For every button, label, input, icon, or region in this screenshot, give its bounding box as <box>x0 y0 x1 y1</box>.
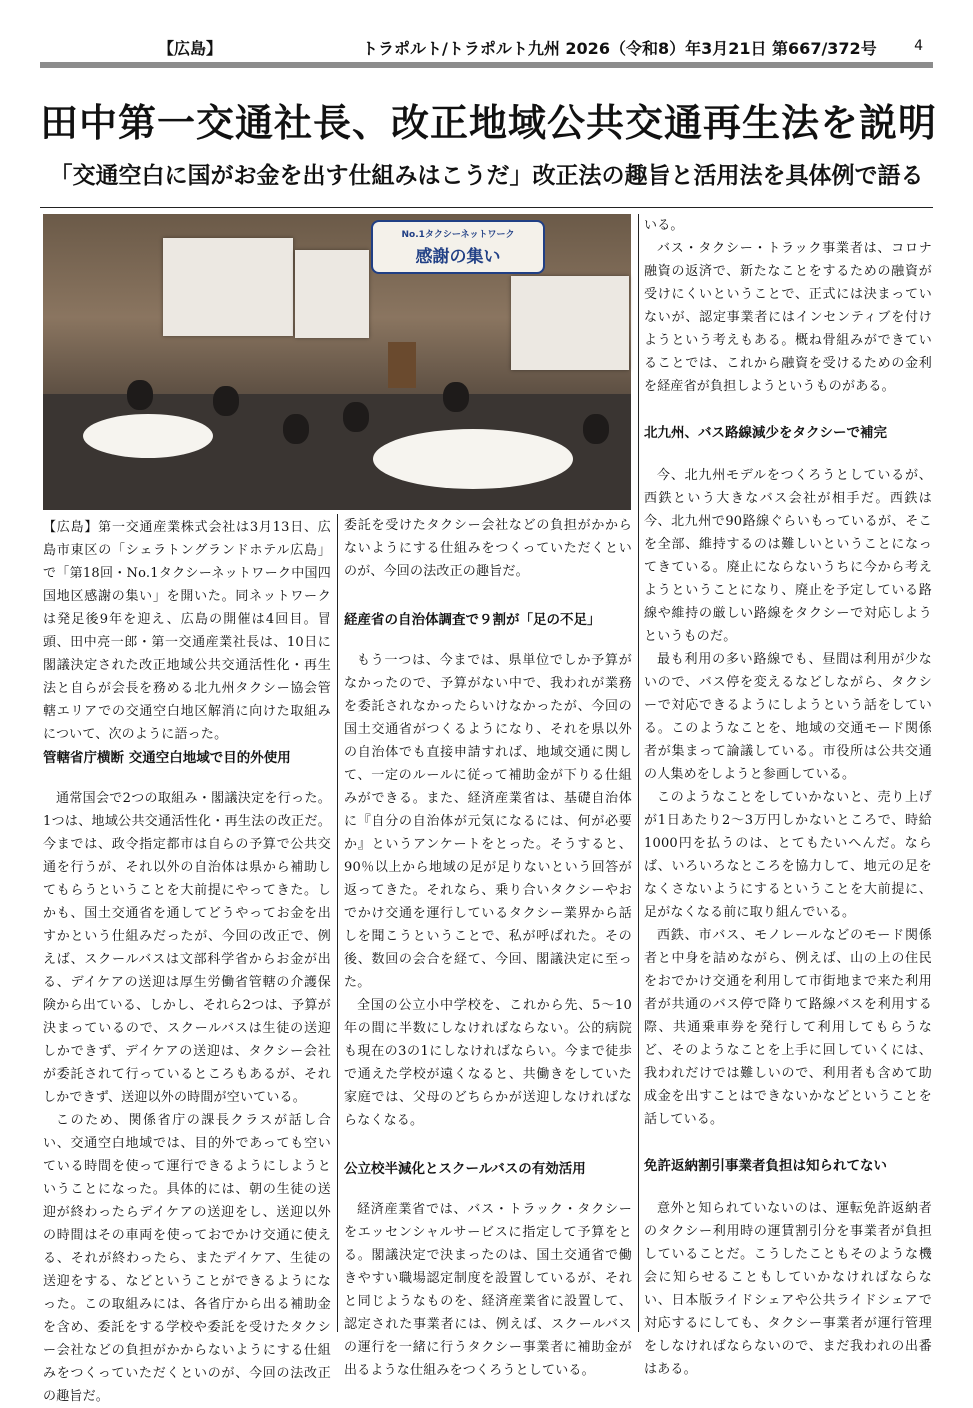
body-paragraph: このようなことをしていかないと、売り上げが1日あたり2～3万円しかないところで、時給1000円を払うのは、とてもたいへんだ。ならば、いろいろなところを協力して、地元の足をなくさないようにするということを大前提に、足がなくなる前に取り組んでいる。 <box>644 790 932 920</box>
banner-line-2: 感謝の集い <box>415 247 501 267</box>
page-header <box>40 34 933 62</box>
body-paragraph: 全国の公立小中学校を、これから先、5～10年の間に半数にしなければならない。公的病院も現在の3の1にしなければならい。今まで徒歩で通えた学校が遠くなると、共働きをしていた家庭では、父母のどちらかが送迎しなければならなくなる。 <box>344 998 632 1128</box>
projection-screen-center <box>295 250 369 338</box>
attendee <box>127 380 153 410</box>
event-photo <box>43 214 631 510</box>
subheadline: 「交通空白に国がお金を出す仕組みはこうだ」改正法の趣旨と活用法を具体例で語る <box>49 163 924 189</box>
body-paragraph: バス・タクシー・トラック事業者は、コロナ融資の返済で、新たなことをするための融資が受けにくいということで、正式には決まっていないが、認定事業者にはインセンティブを付けようという考えもある。概ね骨組みができていることでは、これから融資を受けるための金利を経産省が負担しようというものがある。 <box>644 241 932 394</box>
body-paragraph: 最も利用の多い路線でも、昼間は利用が少ないので、バス停を変えるなどしながら、タクシーで対応できるようにしようという話をしている。このようなことを、地域の交通モード関係者が集まって論議している。市役所は公共交通の人集めをしようと参画している。 <box>644 652 932 782</box>
round-table <box>83 414 213 458</box>
region-label: 【広島】 <box>158 39 223 58</box>
title-rule <box>40 207 933 208</box>
body-paragraph: 西鉄、市バス、モノレールなどのモード関係者と中身を詰めながら、例えば、山の上の住民をおでかけ交通を利用して市街地まで来た利用者が共通のバス停で降りて路線バスを利用する際、共通乗車券を発行して利用してもらうなど、そのようなことを上手に回していくには、我われだけでは難しいので、利用者も含めて助成金を出すことはできないかなどということを話している。 <box>644 928 932 1127</box>
body-paragraph-continued: いる。 <box>644 218 684 233</box>
event-banner <box>371 220 545 274</box>
section-heading: 管轄省庁横断 交通空白地域で目的外使用 <box>43 750 291 766</box>
podium <box>388 342 416 388</box>
lead-text: 【広島】第一交通産業株式会社は3月13日、広島市東区の「シェラトングランドホテル広島」で「第18回・No.1タクシーネットワーク中国四国地区感謝の集い」を開いた。同ネットワークは発足後9年を迎え、広島の開催は4回目。冒頭、田中亮一郎・第一交通産業社長は、10日に閣議決定された改正地域公共交通活性化・再生法と自らが会長を務める北九州タクシー協会管轄エリアでの交通空白地区解消に向けた取組みについて、次のように語った。 <box>43 520 331 742</box>
body-paragraph: 意外と知られていないのは、運転免許返納者のタクシー利用時の運賃割引分を事業者が負担していることだ。こうしたこともそのような機会に知らせることもしていかなければならない、日本版ライドシェアや公共ライドシェアで対応するにしても、タクシー事業者が運行管理をしなければならないので、まだ我われの出番はある。 <box>644 1201 932 1377</box>
attendee <box>213 386 239 416</box>
section-heading: 公立校半減化とスクールバスの有効活用 <box>344 1161 586 1177</box>
column-2 <box>344 514 632 1382</box>
page-number: 4 <box>914 38 923 54</box>
column-3 <box>644 214 932 1381</box>
body-paragraph: このため、関係省庁の課長クラスが話し合い、交通空白地域では、目的外であっても空いている時間を使って運行できるようにしようということになった。具体的には、朝の生徒の送迎が終わったらデイケアの送迎をし、送迎以外の時間はその車両を使っておでかけ交通に使える、それが終わったら、またデイケア、生徒の送迎をする、などということができるようになった。この取組みには、各省庁から出る補助金を含め、委託をする学校や委託を受けたタクシー会社などの負担がかからないようにする仕組みをつくっていただくといのが、今回の法改正の趣旨だ。 <box>43 1113 331 1404</box>
attendee <box>443 382 469 412</box>
column-1 <box>43 747 331 1404</box>
round-table <box>373 429 573 489</box>
publication-info: トラポルト/トラポルト九州 2026（令和8）年3月21日 第667/372号 <box>362 39 877 58</box>
attendee <box>343 402 369 432</box>
body-paragraph-continued: 委託を受けたタクシー会社などの負担がかからないようにする仕組みをつくっていただくといのが、今回の法改正の趣旨だ。 <box>344 518 632 579</box>
body-paragraph: もう一つは、今までは、県単位でしか予算がなかったので、予算がない中で、我われが業務を委託されなかったらいけなかったが、今回の国土交通省がつくるようになり、それを県以外の自治体でも直接申請すれば、地域交通に関して、一定のルールに従って補助金が下りる仕組みができる。また、経済産業省は、基礎自治体に『自分の自治体が元気になるには、何が必要か』というアンケートをとった。そうすると、90％以上から地域の足が足りないという回答が返ってきた。それなら、乗り合いタクシーやおでかけ交通を運行しているタクシー業界から話しを聞こうということで、私が呼ばれた。その後、数回の会合を経て、今回、閣議決定に至った。 <box>344 653 632 990</box>
projection-screen-right <box>511 276 629 370</box>
body-paragraph: 通常国会で2つの取組み・閣議決定を行った。1つは、地域公共交通活性化・再生法の改正だ。今までは、政令指定都市は自らの予算で公共交通を行うが、それ以外の自治体は県から補助してもらうということを大前提にやってきた。しかも、国土交通省を通してどうやってお金を出すかという仕組みだったが、今回の改正で、例えば、スクールバスは文部科学省からお金が出る、デイケアの送迎は厚生労働省管轄の介護保険から出ている、しかし、それら2つは、予算が決まっているので、スクールバスは生徒の送迎しかできず、デイケアの送迎は、タクシー会社が委託されて行っているところもあるが、それしかできず、送迎以外の時間が空いている。 <box>43 791 331 1105</box>
attendee <box>583 414 609 444</box>
headline: 田中第一交通社長、改正地域公共交通再生法を説明 <box>40 101 938 145</box>
section-heading: 免許返納割引事業者負担は知られてない <box>644 1158 887 1174</box>
attendee <box>283 414 309 444</box>
lead-paragraph <box>43 516 331 746</box>
column-divider <box>638 214 639 1332</box>
body-paragraph: 経済産業省では、バス・トラック・タクシーをエッセンシャルサービスに指定して予算をとる。閣議決定で決まったのは、国土交通省で働きやすい職場認定制度を設置しているが、それと同じようなものを、経済産業省に設置して、認定された事業者には、例えば、スクールバスの運行を一緒に行うタクシー事業者に補助金が出るような仕組みをつくろうとしている。 <box>344 1202 632 1378</box>
banner-line-1: No.1タクシーネットワーク <box>401 230 515 240</box>
header-rule <box>40 62 933 68</box>
body-paragraph: 今、北九州モデルをつくろうとしているが、西鉄という大きなバス会社が相手だ。西鉄は今、北九州で90路線ぐらいもっているが、そこを全部、維持するのは難しいということになってきている。廃止にならないうちに今から考えようということになり、廃止を予定している路線や維持の厳しい路線をタクシーで対応しようというものだ。 <box>644 468 932 644</box>
projection-screen-left <box>163 238 293 336</box>
column-divider <box>337 514 338 1332</box>
section-heading: 経産省の自治体調査で９割が「足の不足」 <box>344 612 601 628</box>
section-heading: 北九州、バス路線減少をタクシーで補完 <box>644 425 887 441</box>
